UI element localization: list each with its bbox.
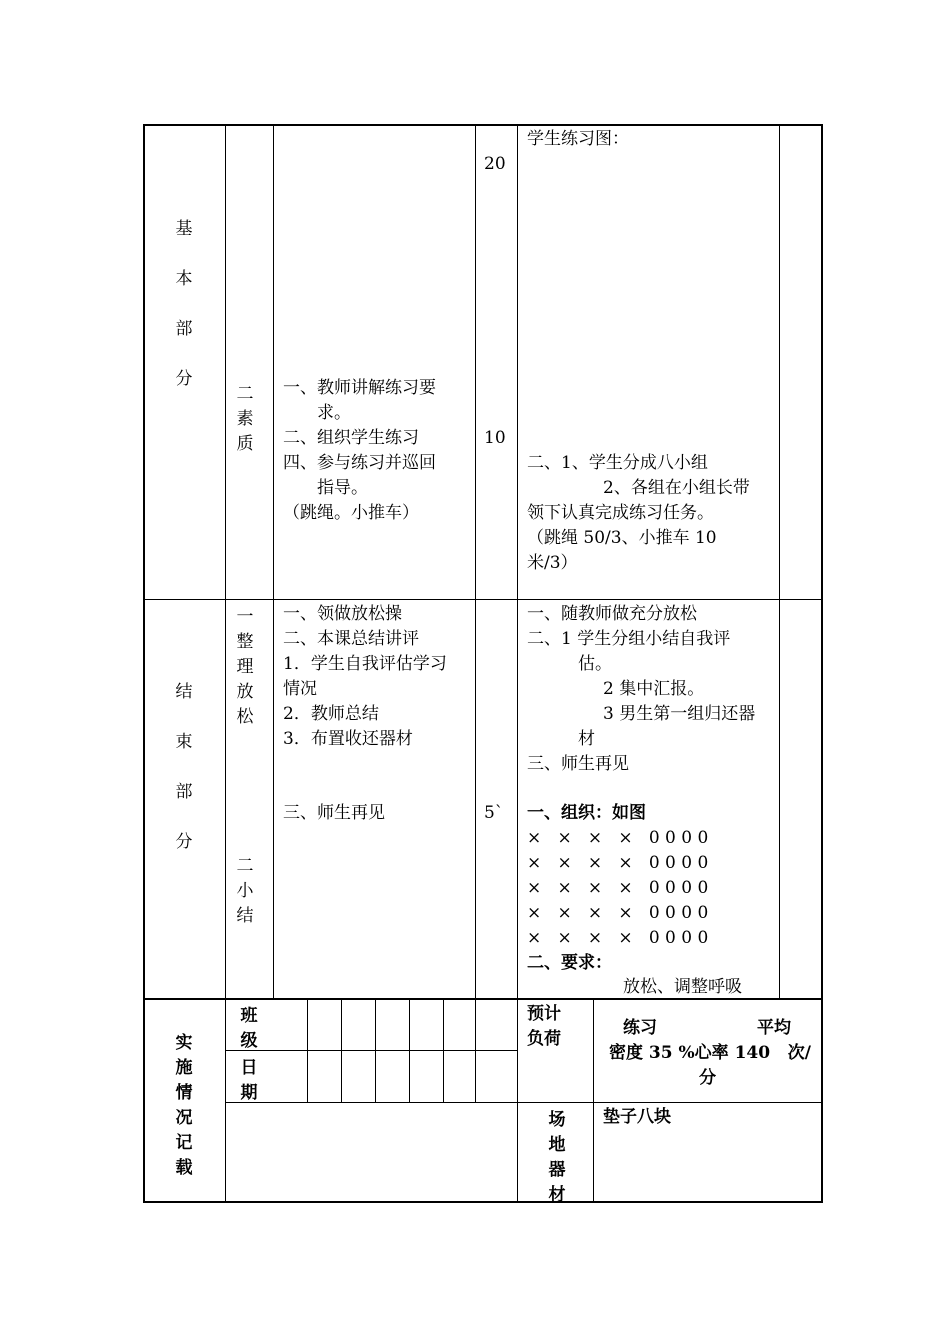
basic-teacher-line-5: 指导。 bbox=[317, 478, 368, 498]
basic-subtitle: 二 素 质 bbox=[236, 384, 254, 454]
col-line-1 bbox=[225, 124, 226, 1203]
impl-hline-1 bbox=[225, 1050, 517, 1051]
ending-student-line-7: 三、师生再见 bbox=[527, 754, 629, 774]
load-average-label: 平均 bbox=[757, 1018, 791, 1038]
impl-grid-v1 bbox=[307, 998, 308, 1102]
formation-row-4: × × × × 0 0 0 0 bbox=[527, 903, 709, 923]
venue-equipment-value: 垫子八块 bbox=[603, 1107, 671, 1127]
ending-teacher-line-1: 一、领做放松操 bbox=[283, 604, 402, 624]
formation-row-2: × × × × 0 0 0 0 bbox=[527, 853, 709, 873]
basic-teacher-line-3: 二、组织学生练习 bbox=[283, 428, 419, 448]
table-border-bottom bbox=[143, 1201, 823, 1203]
ending-subtitle-2: 二 小 结 bbox=[236, 856, 254, 926]
ending-teacher-line-2: 二、本课总结讲评 bbox=[283, 629, 419, 649]
formation-row-5: × × × × 0 0 0 0 bbox=[527, 928, 709, 948]
basic-teacher-line-6: （跳绳。小推车） bbox=[283, 503, 419, 523]
col-line-3 bbox=[475, 124, 476, 1000]
basic-student-line-4: （跳绳 50/3、小推车 10 bbox=[527, 528, 717, 548]
implementation-label: 实 施 情 况 记 载 bbox=[175, 1033, 193, 1178]
ending-teacher-line-6: 3．布置收还器材 bbox=[283, 729, 413, 749]
table-border-right bbox=[821, 124, 823, 1203]
requirements-title: 二、要求： bbox=[527, 953, 612, 973]
ending-student-line-4: 2 集中汇报。 bbox=[603, 679, 705, 699]
table-border-top bbox=[143, 124, 823, 126]
ending-section-label: 结 束 部 分 bbox=[175, 682, 193, 852]
formation-row-3: × × × × 0 0 0 0 bbox=[527, 878, 709, 898]
expected-load-label-line-1: 预计 bbox=[527, 1004, 561, 1024]
table-border-left bbox=[143, 124, 145, 1203]
impl-vline-venue bbox=[593, 998, 594, 1203]
ending-time: 5` bbox=[484, 803, 504, 823]
ending-student-line-5: 3 男生第一组归还器 bbox=[603, 704, 756, 724]
col-line-2 bbox=[273, 124, 274, 1000]
date-label: 日 期 bbox=[240, 1058, 258, 1103]
formation-row-1: × × × × 0 0 0 0 bbox=[527, 828, 709, 848]
venue-equipment-label: 场 地 器 材 bbox=[548, 1110, 566, 1205]
class-label: 班 级 bbox=[240, 1006, 258, 1051]
basic-student-line-3: 领下认真完成练习任务。 bbox=[527, 503, 714, 523]
ending-student-line-6: 材 bbox=[578, 729, 595, 749]
ending-teacher-farewell: 三、师生再见 bbox=[283, 803, 385, 823]
basic-section-label: 基 本 部 分 bbox=[175, 219, 193, 389]
ending-student-line-1: 一、随教师做充分放松 bbox=[527, 604, 697, 624]
load-practice-label: 练习 bbox=[623, 1018, 657, 1038]
ending-student-line-2: 二、1 学生分组小结自我评 bbox=[527, 629, 731, 649]
impl-grid-v3 bbox=[375, 998, 376, 1102]
basic-student-line-1: 二、1、学生分成八小组 bbox=[527, 453, 708, 473]
ending-teacher-line-5: 2．教师总结 bbox=[283, 704, 379, 724]
organization-title: 一、组织：如图 bbox=[527, 803, 646, 823]
impl-grid-v4 bbox=[409, 998, 410, 1102]
impl-grid-v2 bbox=[341, 998, 342, 1102]
impl-hline-2 bbox=[225, 1102, 823, 1103]
load-unit-minute: 分 bbox=[699, 1068, 716, 1088]
expected-load-label-line-2: 负荷 bbox=[527, 1029, 561, 1049]
col-line-4 bbox=[517, 124, 518, 1203]
basic-student-line-5: 米/3） bbox=[527, 553, 578, 573]
ending-student-line-3: 估。 bbox=[578, 654, 612, 674]
basic-teacher-line-2: 求。 bbox=[317, 403, 351, 423]
basic-teacher-line-4: 四、参与练习并巡回 bbox=[283, 453, 436, 473]
impl-grid-v5 bbox=[443, 998, 444, 1102]
impl-grid-v6 bbox=[475, 998, 476, 1102]
ending-teacher-line-3: 1．学生自我评估学习 bbox=[283, 654, 447, 674]
basic-student-line-2: 2、各组在小组长带 bbox=[603, 478, 750, 498]
basic-teacher-line-1: 一、教师讲解练习要 bbox=[283, 378, 436, 398]
basic-time-1: 20 bbox=[484, 154, 506, 174]
ending-subtitle-1: 一 整 理 放 松 bbox=[236, 607, 254, 727]
student-practice-diagram-header: 学生练习图： bbox=[527, 129, 629, 149]
ending-teacher-line-4: 情况 bbox=[283, 679, 317, 699]
row-divider-1 bbox=[143, 599, 823, 600]
col-line-5 bbox=[779, 124, 780, 1000]
requirements-text: 放松、调整呼吸 bbox=[623, 977, 742, 997]
basic-time-2: 10 bbox=[484, 428, 506, 448]
load-density-heart-rate: 密度 35 %心率 140 次/ bbox=[609, 1043, 812, 1063]
